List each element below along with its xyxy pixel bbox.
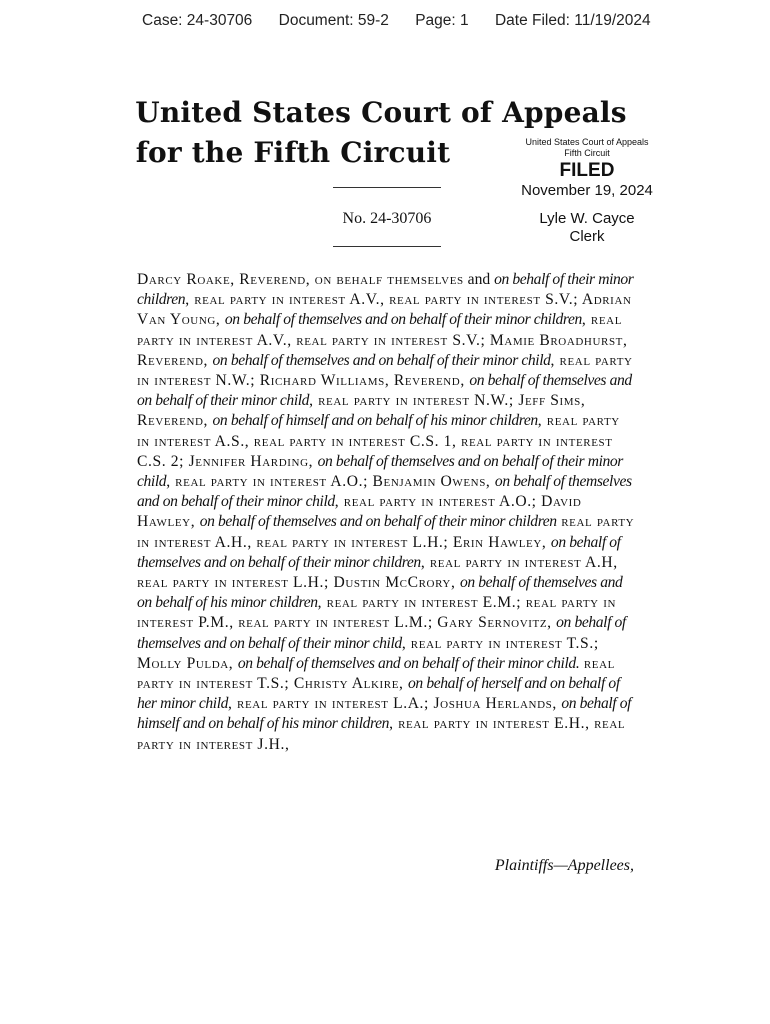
party-name-text: , real party in interest A.V., real party in interest S.V.; Mamie Broadhurst, Reverend, — [137, 311, 628, 369]
party-name-text: , real party in interest A.O.; David Hawley, — [137, 493, 582, 531]
party-capacity-text: on behalf of themselves and on behalf of their minor children — [137, 533, 621, 571]
party-capacity-text: on behalf of themselves and on behalf of their minor child — [137, 473, 632, 511]
party-name-text: , real party in interest A.S., real party in interest C.S. 1, real party in interest C.S. 2; Jennifer Harding, — [137, 412, 620, 470]
party-capacity-text: on behalf of themselves and on behalf of their minor child — [137, 452, 623, 491]
clerk-block — [512, 210, 662, 246]
party-capacity-text: on behalf of themselves and on behalf of their minor children — [199, 513, 557, 531]
stamp-court-line2: Fifth Circuit — [564, 148, 610, 158]
party-name-text: , real party in interest L.A.; Joshua Herlands, — [228, 695, 562, 713]
party-capacity-text: on behalf of themselves and on behalf of their minor child — [137, 372, 632, 410]
party-capacity-text: on behalf of herself and on behalf of her minor child — [137, 675, 620, 713]
filed-stamp-court — [512, 137, 662, 159]
court-title-line2: for the Fifth Circuit — [135, 136, 451, 169]
party-name-text: Darcy Roake, Reverend, on behalf themselves — [137, 271, 464, 288]
divider-rule — [333, 246, 441, 247]
party-capacity-text: on behalf of themselves and on behalf of their minor child. — [237, 654, 580, 672]
party-capacity-text: on behalf of himself and on behalf of his minor children — [212, 412, 538, 430]
party-name-text: , real party in interest E.M.; real party in interest P.M., real party in interest L.M.; Gary Sernovitz, — [137, 594, 617, 632]
party-name-text: and — [463, 271, 495, 288]
party-capacity-text: on behalf of himself and on behalf of his minor children — [137, 695, 632, 733]
filed-label: FILED — [559, 160, 615, 181]
party-capacity-text: on behalf of their minor children — [137, 271, 634, 309]
header-document: Document: 59-2 — [278, 12, 389, 29]
party-name-text: , real party in interest T.S.; Molly Pulda, — [137, 634, 599, 672]
parties-caption — [137, 270, 637, 755]
party-name-text: , real party in interest E.H., real party in interest J.H., — [137, 715, 626, 753]
divider-rule — [333, 187, 441, 188]
party-capacity-text: on behalf of themselves and on behalf of his minor children — [137, 574, 623, 612]
header-case: Case: 24-30706 — [142, 12, 253, 29]
party-name-text: , real party in interest A.O.; Benjamin Owens, — [166, 473, 495, 491]
party-capacity-text: on behalf of themselves and on behalf of their minor children — [224, 311, 582, 329]
header-date-filed: Date Filed: 11/19/2024 — [494, 12, 651, 29]
party-capacity-text: on behalf of themselves and on behalf of their minor child — [137, 614, 626, 652]
case-number: No. 24-30706 — [342, 210, 432, 227]
party-name-text: real party in interest A.H., real party in interest L.H.; Erin Hawley, — [137, 513, 635, 551]
party-name-text: , real party in interest A.V., real party in interest S.V.; Adrian Van Young, — [137, 291, 632, 329]
party-role: Plaintiffs—Appellees, — [494, 857, 634, 874]
clerk-title: Clerk — [569, 228, 605, 245]
pdf-header — [142, 12, 673, 30]
stamp-court-line1: United States Court of Appeals — [525, 137, 649, 147]
party-name-text: , real party in interest A.H, real party in interest L.H.; Dustin McCrory, — [137, 553, 618, 592]
party-name-text: real party in interest T.S.; Christy Alkire, — [137, 654, 615, 693]
party-name-text: , real party in interest N.W.; Jeff Sims, Reverend, — [137, 392, 586, 430]
clerk-name: Lyle W. Cayce — [539, 210, 635, 227]
court-title-line1: United States Court of Appeals — [135, 96, 627, 129]
party-name-text: , real party in interest N.W.; Richard Williams, Reverend, — [137, 351, 633, 390]
filed-date: November 19, 2024 — [521, 182, 653, 199]
header-page: Page: 1 — [415, 12, 469, 29]
party-capacity-text: on behalf of themselves and on behalf of their minor child — [212, 351, 551, 369]
